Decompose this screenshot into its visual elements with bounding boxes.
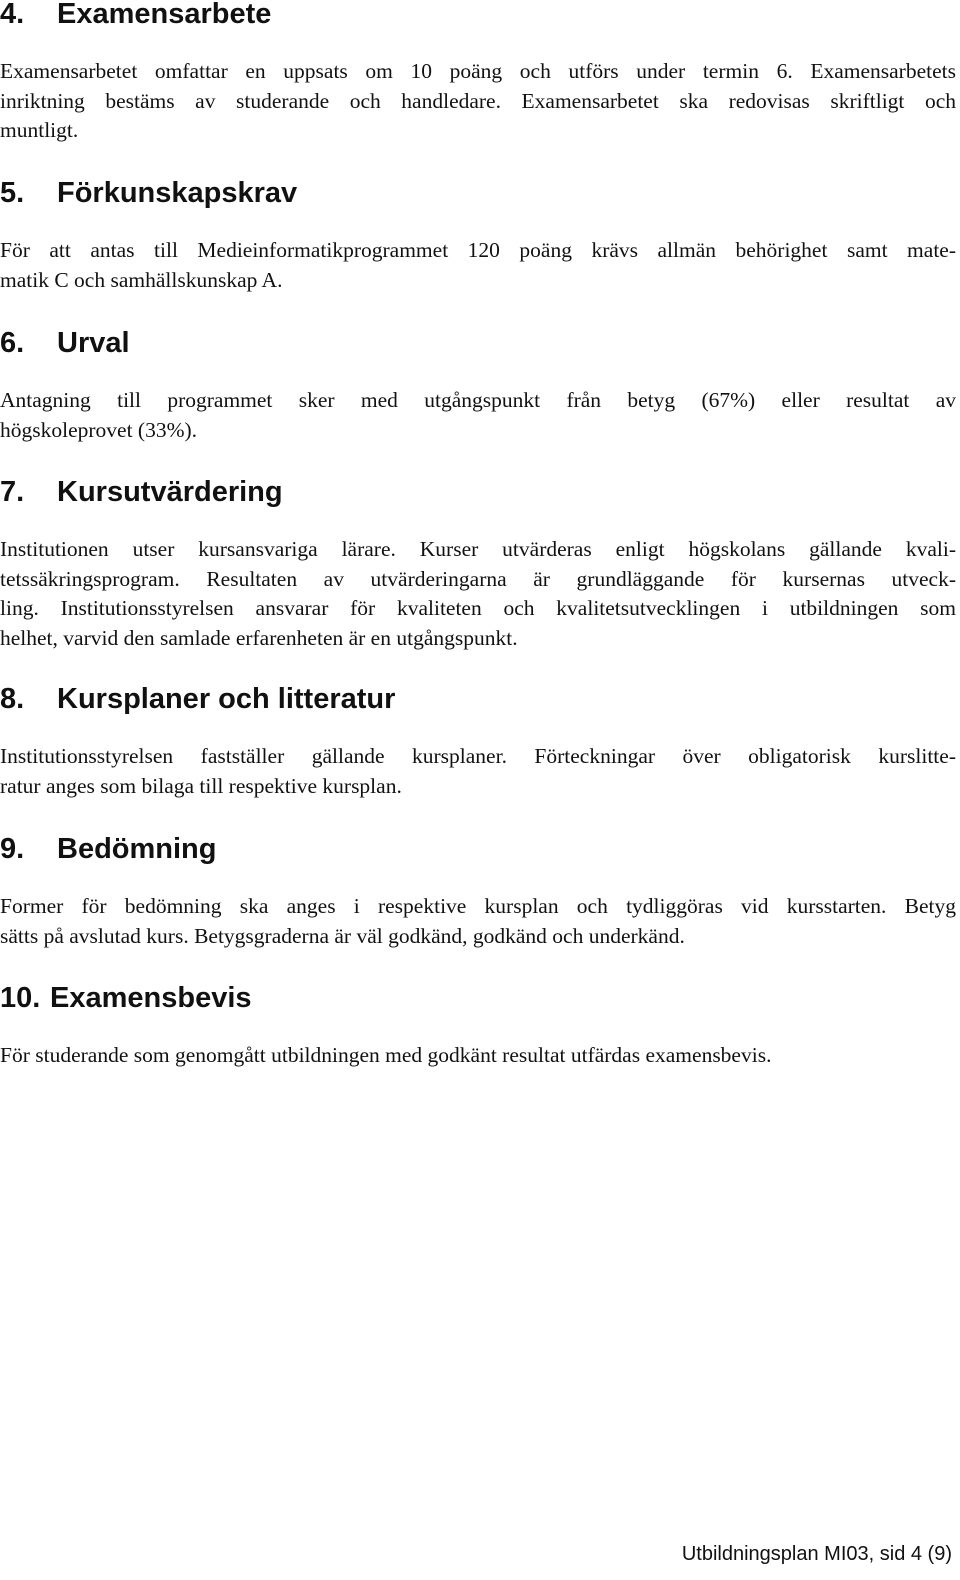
body-line: För studerande som genomgått utbildningen med godkänt resultat utfärdas examensbevis. <box>0 1043 772 1067</box>
section-number: 6. <box>0 327 25 359</box>
section-body <box>0 236 956 295</box>
section-number: 9. <box>0 833 25 865</box>
body-line: Antagning till programmet sker med utgångspunkt från betyg (67%) eller resultat av <box>0 388 956 412</box>
section-title: Examensarbete <box>57 0 272 30</box>
body-line: Institutionen utser kursansvariga lärare. Kurser utvärderas enligt högskolans gällande kvali- <box>0 537 956 561</box>
section-number: 7. <box>0 476 25 508</box>
section-examensbevis <box>0 981 956 1071</box>
body-line: helhet, varvid den samlade erfarenheten är en utgångspunkt. <box>0 626 518 651</box>
section-body <box>0 535 956 654</box>
body-line: tetssäkringsprogram. Resultaten av utvärderingarna är grundläggande för kursernas utveck- <box>0 566 956 591</box>
section-forkunskapskrav <box>0 176 956 295</box>
section-heading <box>0 475 956 509</box>
section-title: Bedömning <box>57 833 217 865</box>
section-body <box>0 742 956 801</box>
section-body <box>0 386 956 445</box>
section-number: 8. <box>0 683 25 715</box>
section-body <box>0 57 956 146</box>
section-kursplaner <box>0 682 956 801</box>
section-number: 5. <box>0 177 25 209</box>
body-line: matik C och samhällskunskap A. <box>0 267 283 292</box>
body-line: Former för bedömning ska anges i respektive kursplan och tydliggöras vid kursstarten. Betyg <box>0 894 956 918</box>
section-title: Examensbevis <box>50 982 252 1014</box>
body-line: ratur anges som bilaga till respektive kursplan. <box>0 773 402 798</box>
body-line: För att antas till Medieinformatikprogrammet 120 poäng krävs allmän behörighet samt mate- <box>0 238 956 262</box>
body-line: muntligt. <box>0 118 79 143</box>
section-heading <box>0 981 956 1015</box>
body-line: ling. Institutionsstyrelsen ansvarar för kvaliteten och kvalitetsutvecklingen i utbildningen som <box>0 596 956 621</box>
section-heading <box>0 0 956 31</box>
body-line: sätts på avslutad kurs. Betygsgraderna är väl godkänd, godkänd och underkänd. <box>0 923 685 948</box>
section-heading <box>0 832 956 866</box>
body-line: Examensarbetet omfattar en uppsats om 10 poäng och utförs under termin 6. Examensarbetets <box>0 59 956 83</box>
section-number: 4. <box>0 0 25 30</box>
section-title: Kursutvärdering <box>57 476 283 508</box>
section-title: Urval <box>57 327 130 359</box>
section-heading <box>0 682 956 716</box>
section-urval <box>0 326 956 445</box>
section-title: Förkunskapskrav <box>57 177 298 209</box>
section-body <box>0 892 956 951</box>
page-footer: Utbildningsplan MI03, sid 4 (9) <box>681 1543 952 1565</box>
section-number: 10. <box>0 982 41 1014</box>
body-line: inriktning bestäms av studerande och handledare. Examensarbetet ska redovisas skriftligt och <box>0 88 956 113</box>
section-examensarbete <box>0 0 956 146</box>
body-line: högskoleprovet (33%). <box>0 417 198 442</box>
section-kursutvardering <box>0 475 956 654</box>
section-title: Kursplaner och litteratur <box>57 683 396 715</box>
section-body <box>0 1041 956 1071</box>
section-heading <box>0 176 956 210</box>
section-bedomning <box>0 832 956 951</box>
section-heading <box>0 326 956 360</box>
body-line: Institutionsstyrelsen fastställer gällande kursplaner. Förteckningar över obligatorisk kurslitte- <box>0 744 956 768</box>
